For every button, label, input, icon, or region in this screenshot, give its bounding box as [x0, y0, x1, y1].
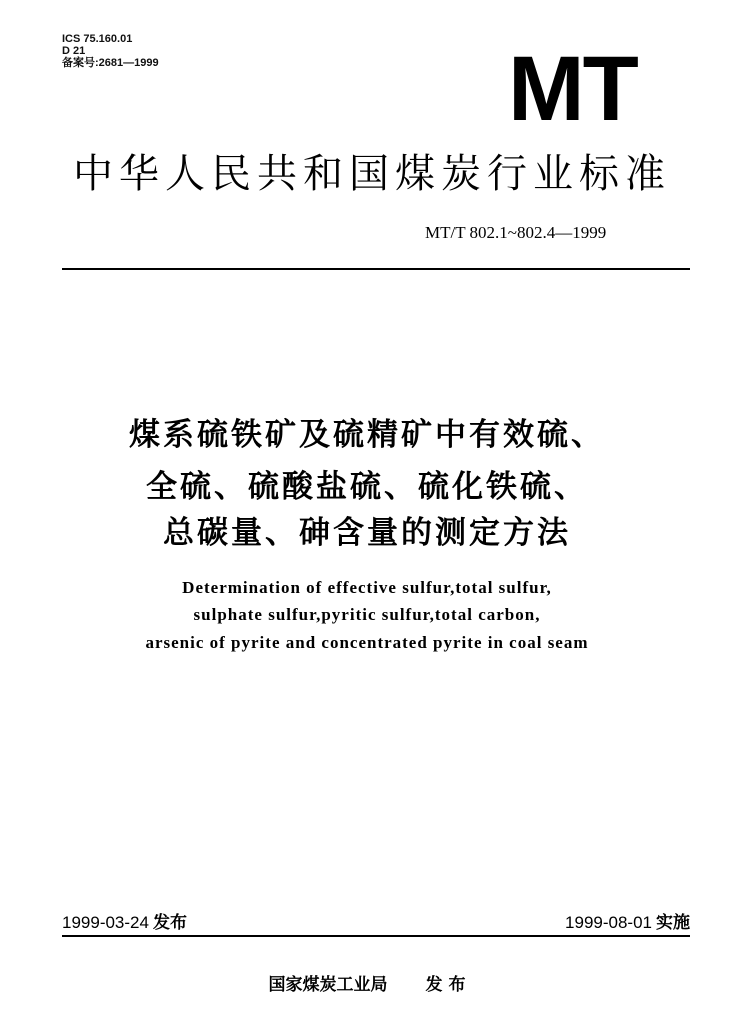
document-title-cn-line: 煤系硫铁矿及硫精矿中有效硫、	[129, 417, 605, 453]
issuer-action: 发 布	[425, 975, 466, 995]
implementation-date	[565, 911, 690, 935]
filing-number: 备案号:2681—1999	[62, 57, 159, 69]
mt-logo: MT	[508, 38, 637, 140]
issue-date	[62, 911, 187, 935]
ccs-code: D 21	[62, 45, 86, 57]
ics-code: ICS 75.160.01	[62, 33, 133, 45]
document-title-cn-line: 全硫、硫酸盐硫、硫化铁硫、	[146, 469, 588, 505]
issuer	[0, 973, 734, 997]
implementation-date-label: 实施	[656, 913, 690, 932]
document-title-en-line: sulphate sulfur,pyritic sulfur,total carbon,	[193, 605, 541, 624]
issue-date-label: 发布	[152, 913, 187, 932]
classification-block	[62, 33, 159, 69]
header-divider	[62, 268, 690, 270]
standard-series-title: 中华人民共和国煤炭行业标准	[73, 151, 671, 197]
issue-date-value: 1999-03-24	[62, 913, 149, 932]
document-title-en-line: arsenic of pyrite and concentrated pyrite in coal seam	[145, 633, 589, 652]
document-title-cn-line: 总碳量、砷含量的测定方法	[163, 515, 571, 551]
document-title-en-line: Determination of effective sulfur,total sulfur,	[182, 578, 552, 597]
issuer-name: 国家煤炭工业局	[268, 975, 388, 995]
implementation-date-value: 1999-08-01	[565, 913, 652, 932]
standard-number: MT/T 802.1~802.4—1999	[425, 223, 607, 242]
footer-divider	[62, 935, 690, 937]
